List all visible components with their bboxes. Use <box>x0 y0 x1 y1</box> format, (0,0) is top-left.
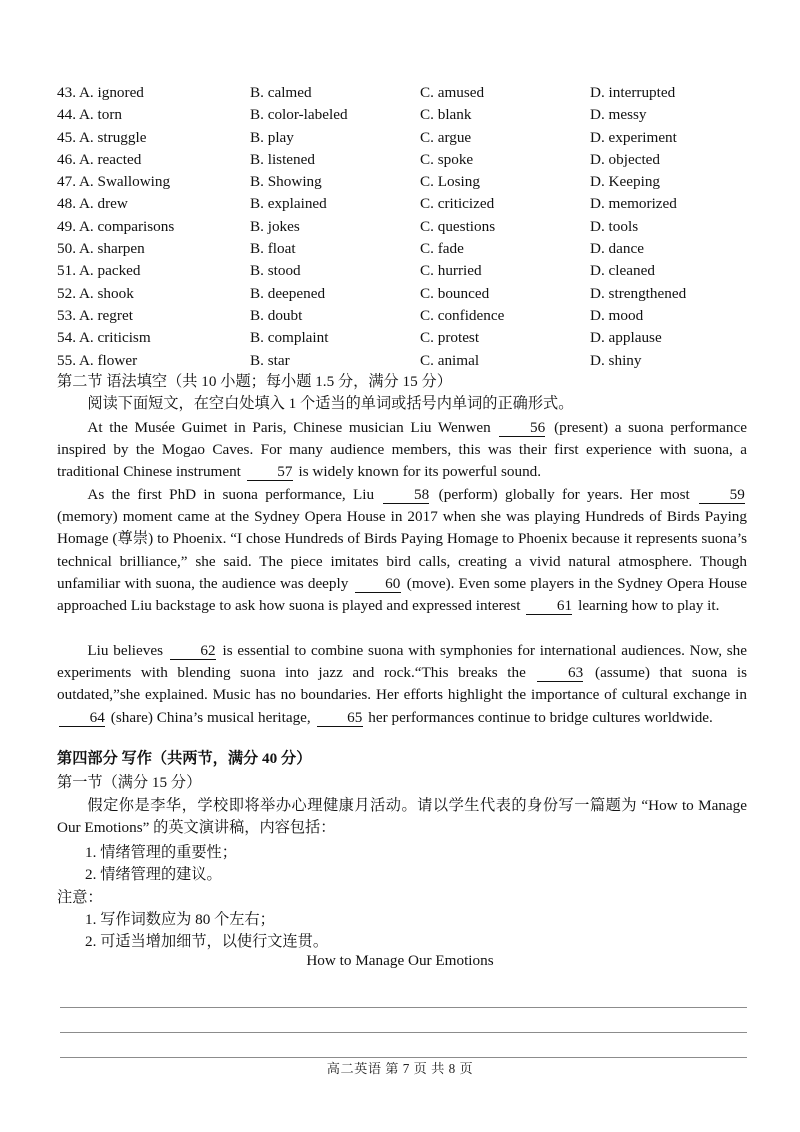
option-a[interactable]: 43. A. ignored <box>57 84 144 101</box>
table-row <box>57 193 747 215</box>
paragraph-text: As the first PhD in suona performance, Liu <box>87 486 375 503</box>
writing-section-heading: 第四部分 写作（共两节，满分 40 分） <box>57 750 312 767</box>
table-row <box>57 305 747 327</box>
table-row <box>57 127 747 149</box>
blank-64[interactable]: 64 <box>59 710 105 727</box>
writing-note-2: 2. 可适当增加细节，以使行文连贯。 <box>85 933 328 950</box>
option-a[interactable]: 45. A. struggle <box>57 128 147 146</box>
writing-subsection-heading: 第一节（满分 15 分） <box>57 774 202 791</box>
blank-58[interactable]: 58 <box>383 487 429 504</box>
option-b[interactable]: B. deepened <box>250 284 326 302</box>
option-b[interactable]: B. float <box>250 240 296 258</box>
option-d[interactable]: D. mood <box>590 306 644 324</box>
option-d[interactable]: D. interrupted <box>590 84 676 101</box>
option-a[interactable]: 44. A. torn <box>57 106 122 124</box>
page-footer: 高二英语 第 7 页 共 8 页 <box>326 1061 474 1076</box>
option-b[interactable]: B. calmed <box>250 84 312 101</box>
paragraph-text: her performances continue to bridge cultures worldwide. <box>368 708 713 726</box>
table-row <box>57 260 747 282</box>
option-b[interactable]: B. play <box>250 128 294 146</box>
option-c[interactable]: C. amused <box>420 84 485 101</box>
option-c[interactable]: C. hurried <box>420 262 482 280</box>
option-c[interactable]: C. Losing <box>420 173 480 191</box>
writing-point-2: 2. 情绪管理的建议。 <box>85 866 222 883</box>
table-row <box>57 104 747 126</box>
paragraph-text: is widely known for its powerful sound. <box>298 463 542 481</box>
table-row <box>57 327 747 349</box>
option-a[interactable]: 48. A. drew <box>57 195 128 213</box>
table-row <box>57 149 747 171</box>
option-d[interactable]: D. shiny <box>590 351 642 369</box>
option-c[interactable]: C. bounced <box>420 284 490 302</box>
blank-59[interactable]: 59 <box>699 487 745 504</box>
paragraph-text: (memory) moment came at the Sydney Opera House in 2017 when she was playing Hundreds of Birds Paying Homage (尊崇) to Phoenix. “I chose Hundreds of Birds Paying Homage to Phoenix because it represents suona’s technical brilliance,” she said. The piece imitates bird calls, creating a vivid natural atmosphere. Though unfamiliar with suona, the audience was deeply <box>57 508 747 592</box>
option-d[interactable]: D. experiment <box>590 128 677 146</box>
option-d[interactable]: D. cleaned <box>590 262 655 280</box>
writing-line[interactable] <box>60 1007 747 1008</box>
option-c[interactable]: C. spoke <box>420 150 474 168</box>
option-c[interactable]: C. criticized <box>420 195 495 213</box>
blank-61[interactable]: 61 <box>526 598 572 615</box>
multiple-choice-block <box>57 82 747 372</box>
writing-line[interactable] <box>60 1032 747 1033</box>
writing-prompt: 假定你是李华，学校即将举办心理健康月活动。请以学生代表的身份写一篇题为 “How to Manage Our Emotions” 的英文演讲稿，内容包括： <box>57 797 747 837</box>
option-a[interactable]: 51. A. packed <box>57 262 141 280</box>
option-c[interactable]: C. animal <box>420 351 480 369</box>
paragraph-text: (perform) globally for years. Her most <box>438 486 690 503</box>
blank-57[interactable]: 57 <box>247 464 293 481</box>
writing-note-1: 1. 写作词数应为 80 个左右； <box>85 911 275 928</box>
table-row <box>57 238 747 260</box>
grammar-paragraph-1 <box>57 417 747 484</box>
grammar-section-heading: 第二节 语法填空（共 10 小题；每小题 1.5 分，满分 15 分） <box>57 373 452 390</box>
option-d[interactable]: D. objected <box>590 150 661 168</box>
option-b[interactable]: B. complaint <box>250 329 329 347</box>
option-b[interactable]: B. jokes <box>250 217 300 235</box>
option-d[interactable]: D. memorized <box>590 195 677 213</box>
composition-title: How to Manage Our Emotions <box>306 952 494 969</box>
paragraph-text: Liu believes <box>87 642 163 659</box>
option-a[interactable]: 53. A. regret <box>57 306 133 324</box>
option-b[interactable]: B. stood <box>250 262 301 280</box>
option-d[interactable]: D. applause <box>590 329 662 347</box>
option-c[interactable]: C. fade <box>420 240 464 258</box>
writing-point-1: 1. 情绪管理的重要性； <box>85 844 237 861</box>
option-b[interactable]: B. star <box>250 351 290 369</box>
paragraph-text: (present) a suona performance inspired by the Mogao Caves. For many audience members, this was their first experience with suona, a traditional Chinese instrument <box>57 419 747 481</box>
option-b[interactable]: B. color-labeled <box>250 106 348 124</box>
option-c[interactable]: C. confidence <box>420 306 505 324</box>
option-c[interactable]: C. blank <box>420 106 472 124</box>
option-d[interactable]: D. tools <box>590 217 639 235</box>
paragraph-text: (share) China’s musical heritage, <box>110 708 311 726</box>
option-a[interactable]: 52. A. shook <box>57 284 134 302</box>
paragraph-text: (assume) that suona is outdated,”she explained. Music has no boundaries. Her efforts highlight the importance of cultural exchange in <box>57 664 747 704</box>
paragraph-text: is essential to combine suona with symphonies for international audiences. Now, she experiments with blending suona into jazz and rock.“This breaks the <box>57 642 747 682</box>
blank-65[interactable]: 65 <box>317 710 363 727</box>
option-a[interactable]: 55. A. flower <box>57 351 138 369</box>
grammar-paragraph-3 <box>57 640 747 729</box>
table-row <box>57 171 747 193</box>
table-row <box>57 216 747 238</box>
blank-56[interactable]: 56 <box>499 420 545 437</box>
option-c[interactable]: C. argue <box>420 128 472 146</box>
paragraph-text: (move). Even some players in the Sydney Opera House approached Liu backstage to ask how suona is played and expressed interest <box>57 574 748 615</box>
option-d[interactable]: D. Keeping <box>590 173 661 191</box>
option-b[interactable]: B. Showing <box>250 173 322 191</box>
table-row <box>57 350 747 372</box>
option-d[interactable]: D. strengthened <box>590 284 687 302</box>
blank-62[interactable]: 62 <box>170 643 216 660</box>
paragraph-text: At the Musée Guimet in Paris, Chinese musician Liu Wenwen <box>87 419 491 436</box>
option-b[interactable]: B. doubt <box>250 306 303 324</box>
option-a[interactable]: 50. A. sharpen <box>57 240 145 258</box>
writing-notes-label: 注意： <box>57 889 103 906</box>
table-row <box>57 283 747 305</box>
option-b[interactable]: B. explained <box>250 195 327 213</box>
option-d[interactable]: D. dance <box>590 240 644 258</box>
grammar-instruction: 阅读下面短文，在空白处填入 1 个适当的单词或括号内单词的正确形式。 <box>87 395 574 412</box>
blank-60[interactable]: 60 <box>355 576 401 593</box>
table-row <box>57 82 747 104</box>
option-a[interactable]: 47. A. Swallowing <box>57 173 171 191</box>
blank-63[interactable]: 63 <box>537 665 583 682</box>
option-a[interactable]: 54. A. criticism <box>57 329 151 347</box>
option-c[interactable]: C. questions <box>420 217 496 235</box>
paragraph-text: learning how to play it. <box>578 597 720 615</box>
option-a[interactable]: 46. A. reacted <box>57 150 142 168</box>
grammar-paragraph-2 <box>57 484 747 617</box>
option-b[interactable]: B. listened <box>250 150 315 168</box>
option-d[interactable]: D. messy <box>590 106 647 124</box>
option-a[interactable]: 49. A. comparisons <box>57 217 175 235</box>
option-c[interactable]: C. protest <box>420 329 480 347</box>
